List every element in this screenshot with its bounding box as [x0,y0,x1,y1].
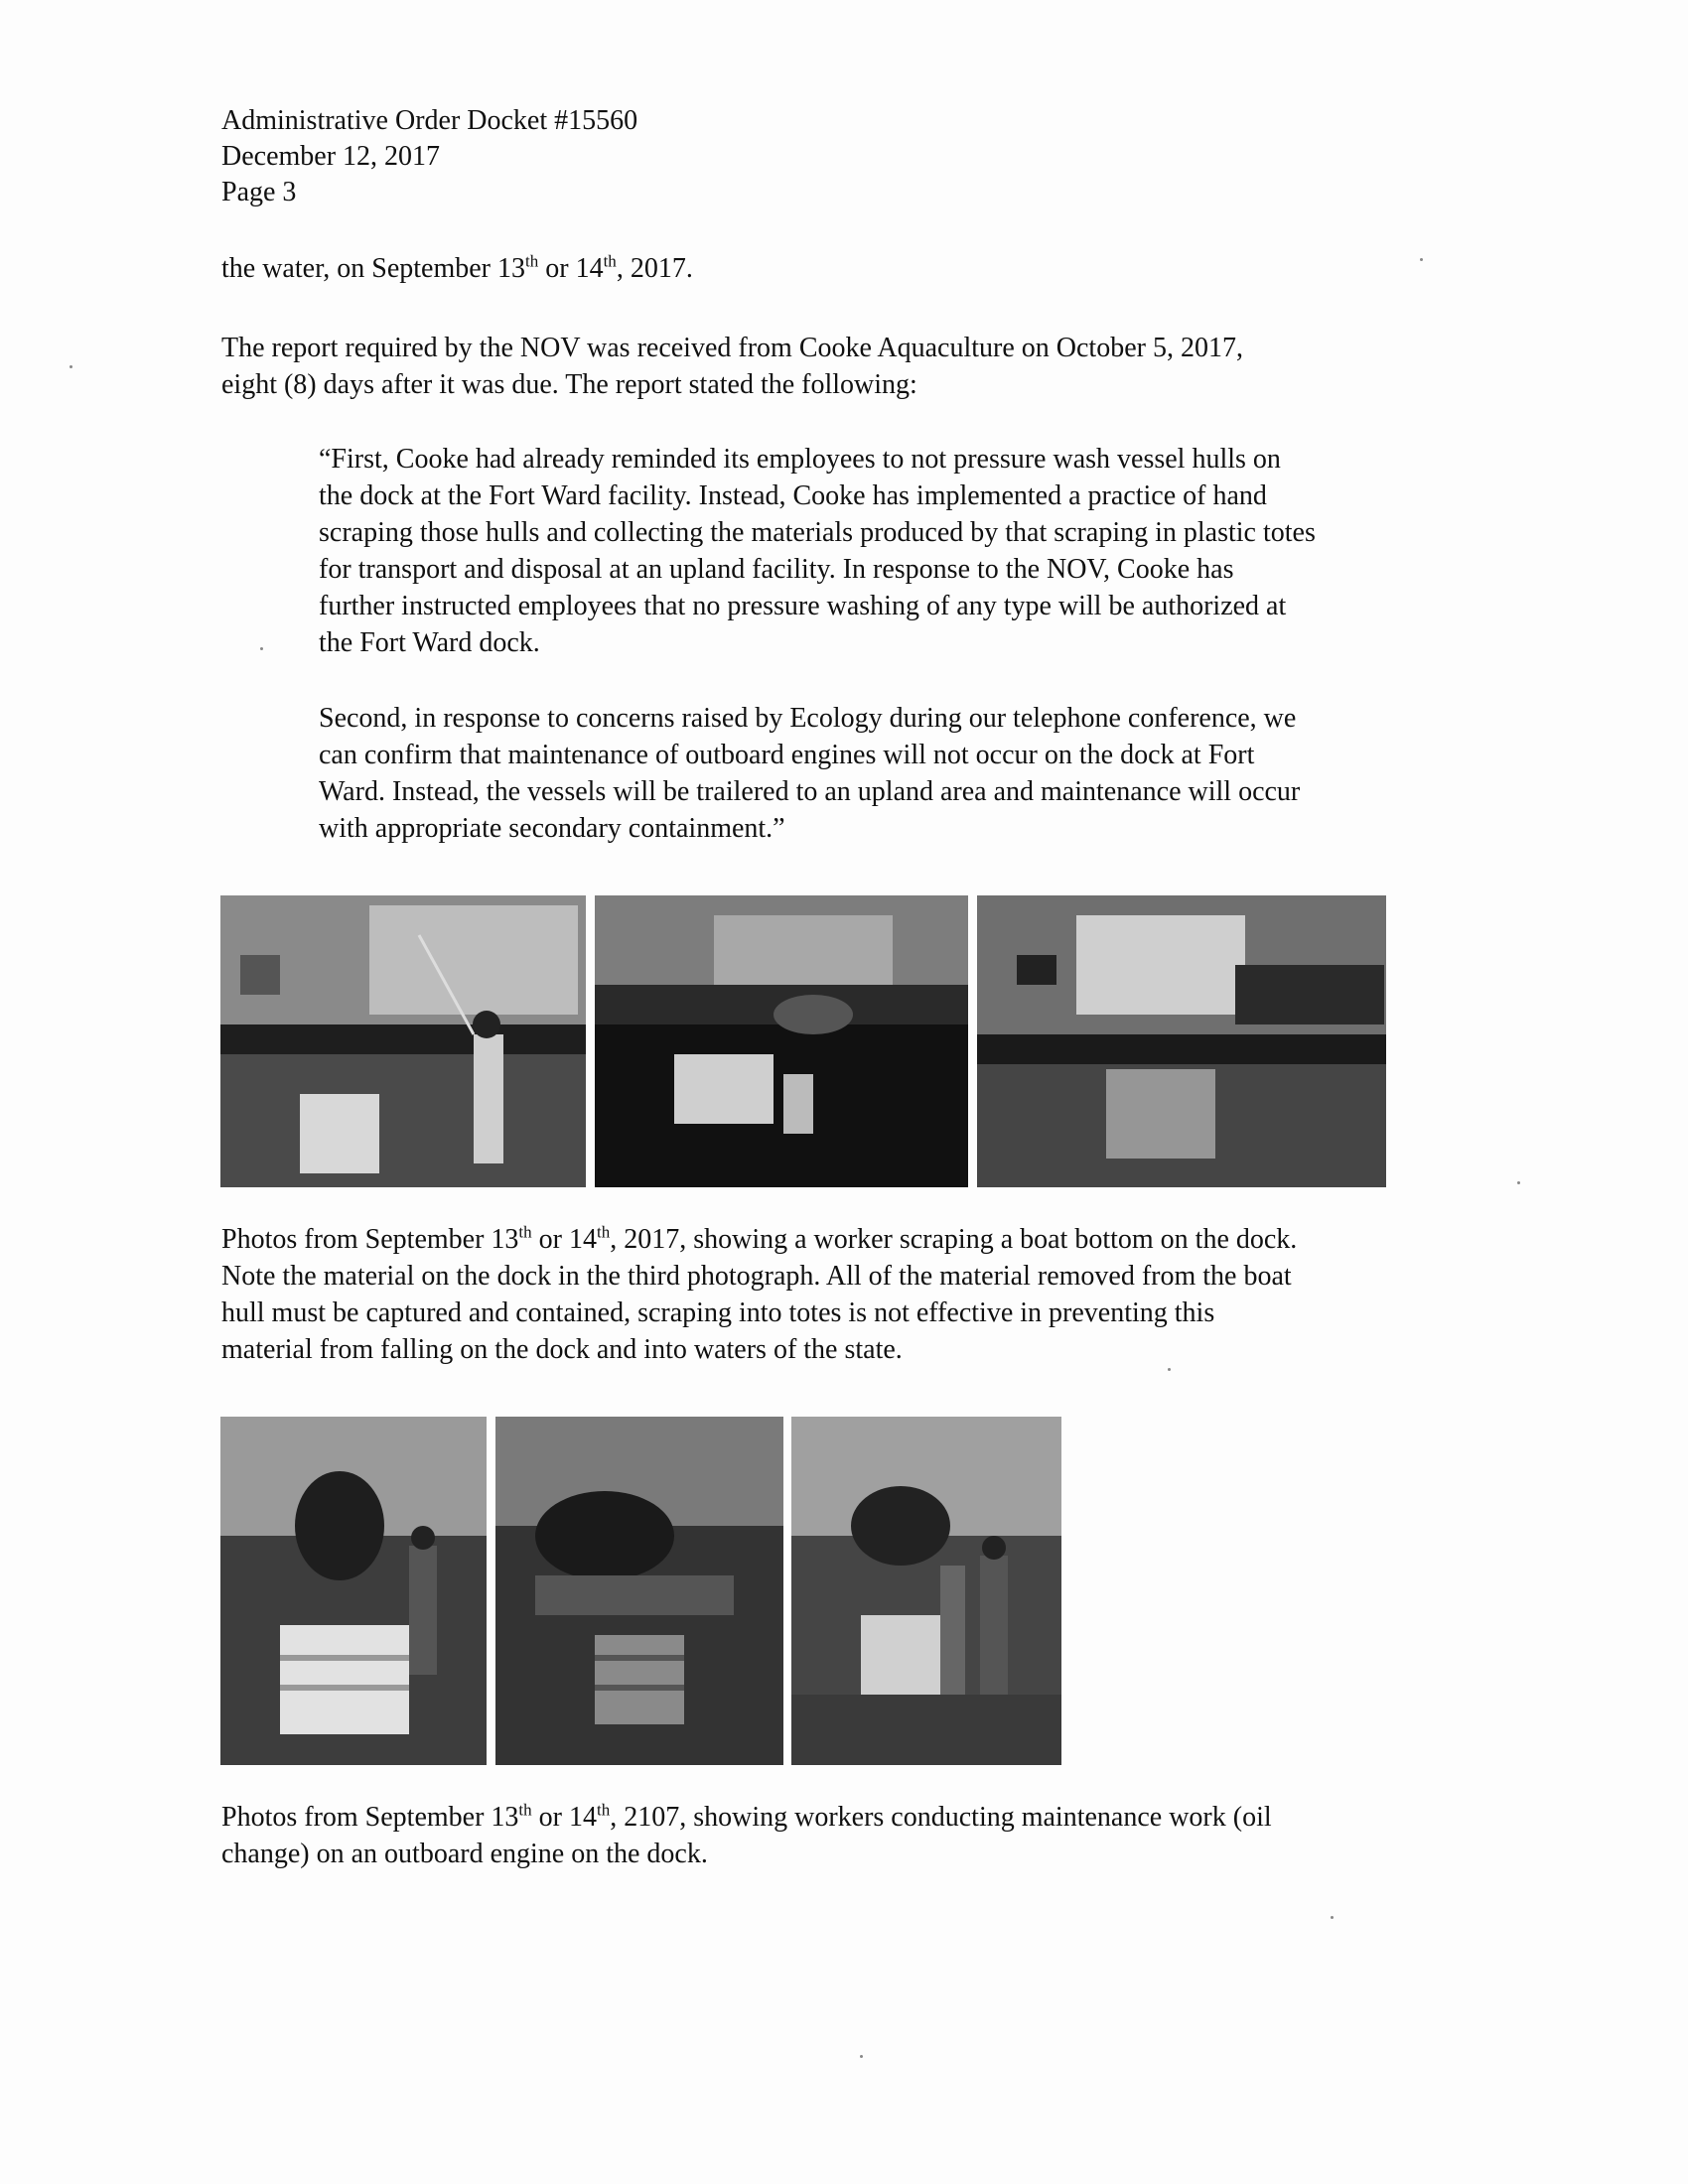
scan-speck [1420,258,1423,261]
scan-speck [260,647,263,650]
caption-scraping: Photos from September 13th or 14th, 2017, showing a worker scraping a boat bottom on the dock. Note the material on the dock in the third photograph. All of the material removed from the boat hull must be captured and contained, scraping into totes is not effective in preventing this material from falling on the dock and into waters of the state. [221,1222,1298,1365]
photo-maintenance-3 [791,1417,1061,1765]
caption-maintenance: Photos from September 13th or 14th, 2107, showing workers conducting maintenance work (oil change) on an outboard engine on the dock. [221,1800,1272,1869]
photo-scraping-1 [220,895,586,1187]
quote-paragraph-1: “First, Cooke had already reminded its employees to not pressure wash vessel hulls on the dock at the Fort Ward facility. Instead, Cooke has implemented a practice of hand scraping those hulls and collecting the materials produced by that scraping in plastic totes for transport and disposal at an upland facility. In response to the NOV, Cooke has further instructed employees that no pressure washing of any type will be authorized at the Fort Ward dock. [319,444,1316,658]
docket-line: Administrative Order Docket #15560 [221,105,638,136]
photo-maintenance-1 [220,1417,487,1765]
letter-header [221,103,637,210]
page-number: Page 3 [221,177,297,207]
scan-speck [1331,1916,1334,1919]
scan-speck [1168,1368,1171,1371]
date-line: December 12, 2017 [221,141,441,172]
report-paragraph: The report required by the NOV was received from Cooke Aquaculture on October 5, 2017, eight (8) days after it was due. The report stated the following: [221,333,1243,400]
photo-scraping-3 [977,895,1386,1187]
scan-speck [860,2055,863,2058]
quote-paragraph-2: Second, in response to concerns raised by Ecology during our telephone conference, we can confirm that maintenance of outboard engines will not occur on the dock at Fort Ward. Instead, the vessels will be trailered to an upland area and maintenance will occur with appropriate secondary containment.” [319,703,1301,844]
photo-scraping-2 [595,895,968,1187]
photo-maintenance-2 [495,1417,783,1765]
scan-speck [1517,1181,1520,1184]
scan-speck [70,365,72,368]
intro-line: the water, on September 13th or 14th, 2017. [221,251,693,284]
